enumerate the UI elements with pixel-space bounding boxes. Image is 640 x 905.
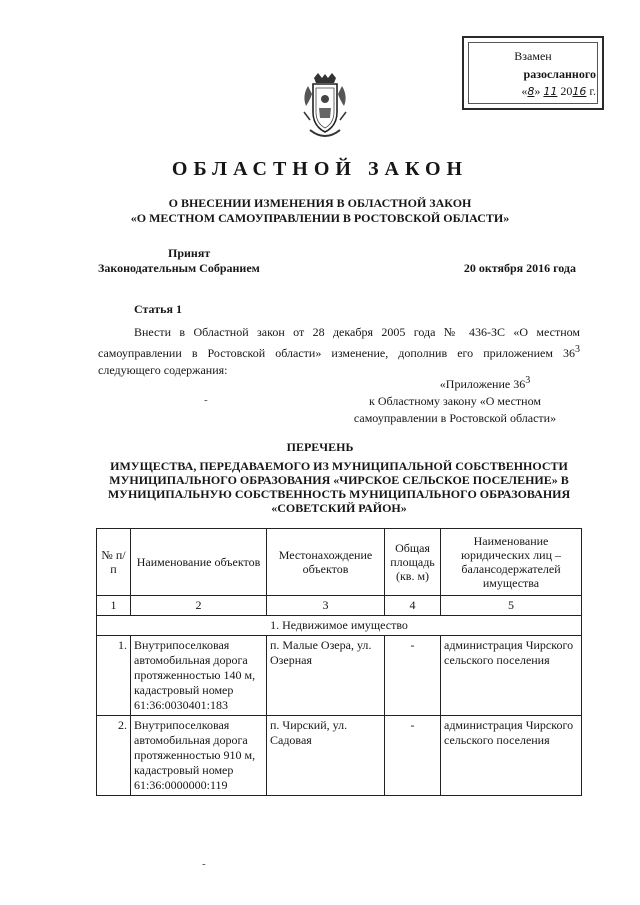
column-number: 4 — [385, 596, 441, 616]
appendix-heading — [330, 372, 580, 393]
table-row — [97, 716, 582, 796]
stamp-year-suffix: 16 — [572, 85, 587, 98]
appendix-line-2: самоуправлении в Ростовской области» — [353, 411, 557, 425]
adopted-label: Принят — [168, 246, 211, 260]
article-text-main: Внести в Областной закон от 28 декабря 2005 года № 436-ЗС «О местном самоуправлении в Ростовской области» изменение, дополнив его приложением 36 — [98, 325, 580, 360]
law-subtitle-line-1: О ВНЕСЕНИИ ИЗМЕНЕНИЯ В ОБЛАСТНОЙ ЗАКОН — [168, 196, 472, 210]
list-subtitle: ИМУЩЕСТВА, ПЕРЕДАВАЕМОГО ИЗ МУНИЦИПАЛЬНОЙ СОБСТВЕННОСТИ МУНИЦИПАЛЬНОГО ОБРАЗОВАНИЯ «ЧИРСКОЕ СЕЛЬСКОЕ ПОСЕЛЕНИЕ» В МУНИЦИПАЛЬНУЮ СОБСТВЕННОСТЬ МУНИЦИПАЛЬНОГО ОБРАЗОВАНИЯ «СОВЕТСКИЙ РАЙОН» — [107, 459, 571, 515]
law-subtitle-line-2: «О МЕСТНОМ САМОУПРАВЛЕНИИ В РОСТОВСКОЙ ОБЛАСТИ» — [130, 211, 510, 225]
row-name: Внутрипоселковая автомобильная дорога протяженностью 140 м, кадастровый номер 61:36:0030401:183 — [131, 636, 267, 716]
header-holder: Наименование юридических лиц – балансодержателей имущества — [441, 529, 582, 596]
row-location: п. Малые Озера, ул. Озерная — [267, 636, 385, 716]
coat-of-arms-icon — [300, 72, 350, 144]
article-text-end: следующего содержания: — [98, 363, 228, 377]
header-location: Местонахождение объектов — [267, 529, 385, 596]
stamp-day: 8 — [527, 85, 535, 98]
stamp-line-2: разосланного — [523, 67, 596, 81]
appendix-heading-sup: 3 — [525, 375, 531, 386]
column-number: 1 — [97, 596, 131, 616]
property-table — [96, 528, 582, 796]
stamp-line-1: Взамен — [514, 49, 552, 63]
appendix-reference — [330, 372, 580, 427]
table-row — [97, 636, 582, 716]
row-location: п. Чирский, ул. Садовая — [267, 716, 385, 796]
table-section-row — [97, 616, 582, 636]
row-number: 2. — [97, 716, 131, 796]
table-header-row — [97, 529, 582, 596]
table-column-numbers — [97, 596, 582, 616]
adopted-date: 20 октября 2016 года — [463, 261, 576, 275]
stamp-year-end: г. — [589, 84, 596, 98]
row-area: - — [385, 716, 441, 796]
adopted-body: Законодательным Собранием — [98, 261, 260, 275]
article-text-sup: 3 — [575, 344, 580, 355]
column-number: 3 — [267, 596, 385, 616]
appendix-heading-text: «Приложение 36 — [439, 377, 526, 391]
stamp-month: 11 — [543, 85, 558, 98]
row-holder: администрация Чирского сельского поселения — [441, 636, 582, 716]
section-title: 1. Недвижимое имущество — [97, 616, 582, 636]
scan-mark: - — [202, 858, 206, 870]
column-number: 5 — [441, 596, 582, 616]
law-subtitle — [0, 196, 640, 226]
replacement-stamp — [462, 36, 604, 110]
row-name: Внутрипоселковая автомобильная дорога протяженностью 910 м, кадастровый номер 61:36:0000000:119 — [131, 716, 267, 796]
law-title: ОБЛАСТНОЙ ЗАКОН — [171, 158, 469, 180]
row-number: 1. — [97, 636, 131, 716]
scan-mark: - — [204, 394, 208, 406]
appendix-line-1: к Областному закону «О местном — [369, 394, 541, 408]
column-number: 2 — [131, 596, 267, 616]
article-title: Статья 1 — [134, 302, 182, 316]
stamp-date: «8» 11 2016 г. — [521, 84, 596, 98]
header-name: Наименование объектов — [131, 529, 267, 596]
list-title: ПЕРЕЧЕНЬ — [286, 440, 354, 454]
row-area: - — [385, 636, 441, 716]
stamp-year-prefix: 20 — [560, 84, 573, 98]
header-number: № п/п — [97, 529, 131, 596]
article-text — [98, 324, 580, 379]
row-holder: администрация Чирского сельского поселения — [441, 716, 582, 796]
header-area: Общая площадь (кв. м) — [385, 529, 441, 596]
adopted-by — [98, 246, 260, 276]
